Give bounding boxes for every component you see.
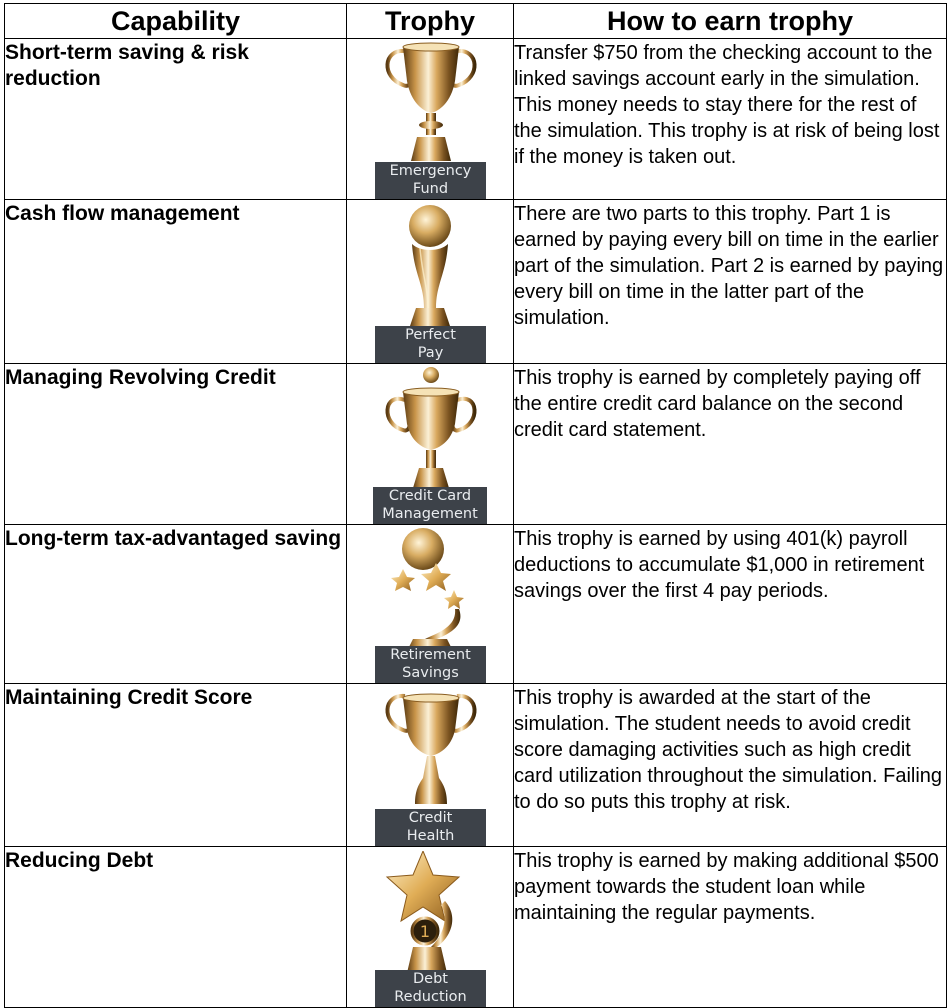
star-swirl-trophy-icon [385, 527, 475, 651]
trophy-plaque: Credit Card Management [373, 487, 487, 524]
trophy-plaque: Emergency Fund [375, 162, 486, 199]
trophy-plaque: Retirement Savings [375, 646, 486, 683]
how-to-earn-cell: This trophy is earned by using 401(k) payroll deductions to accumulate $1,000 in retirement savings over the first 4 pay periods. [514, 528, 925, 602]
trophy-table [4, 3, 947, 1008]
star-trophy-icon [385, 851, 475, 975]
medal-number: 1 [419, 922, 431, 941]
header-capability: Capability [5, 4, 347, 39]
how-to-earn-cell: This trophy is earned by completely paying off the entire credit card balance on the second credit card statement. [514, 367, 921, 441]
cup-trophy-icon [379, 366, 483, 490]
capability-cell: Long-term tax-advantaged saving [5, 527, 342, 550]
how-to-earn-cell: There are two parts to this trophy. Part 1 is earned by paying every bill on time in the earlier part of the simulation. Part 2 is earned by paying every bill on time in the latter part of the simulation. [514, 203, 944, 329]
table-row [5, 200, 947, 364]
table-row [5, 39, 947, 200]
cup-trophy-icon [381, 41, 481, 165]
table-row [5, 847, 947, 1008]
trophy-plaque: Perfect Pay [375, 326, 486, 363]
table-row [5, 525, 947, 684]
capability-cell: Reducing Debt [5, 849, 154, 872]
header-trophy: Trophy [347, 4, 514, 39]
trophy-plaque: Debt Reduction [375, 970, 486, 1007]
how-to-earn-cell: This trophy is awarded at the start of the simulation. The student needs to avoid credit score damaging activities such as high credit card utilization throughout the simulation. Failing to do so puts this trophy at risk. [514, 687, 943, 813]
capability-cell: Short-term saving & risk reduction [5, 41, 249, 90]
header-how: How to earn trophy [514, 4, 947, 39]
capability-cell: Managing Revolving Credit [5, 366, 276, 389]
cup-trophy-icon [381, 686, 481, 810]
how-to-earn-cell: Transfer $750 from the checking account to the linked savings account early in the simulation. This money needs to stay there for the rest of the simulation. This trophy is at risk of being lost if the money is taken out. [514, 42, 940, 168]
table-row [5, 684, 947, 847]
globe-trophy-icon [390, 204, 470, 328]
table-row [5, 364, 947, 525]
how-to-earn-cell: This trophy is earned by making additional $500 payment towards the student loan while maintaining the regular payments. [514, 850, 939, 924]
capability-cell: Maintaining Credit Score [5, 686, 253, 709]
header-row [5, 4, 947, 39]
capability-cell: Cash flow management [5, 202, 240, 225]
trophy-plaque: Credit Health [375, 809, 486, 846]
